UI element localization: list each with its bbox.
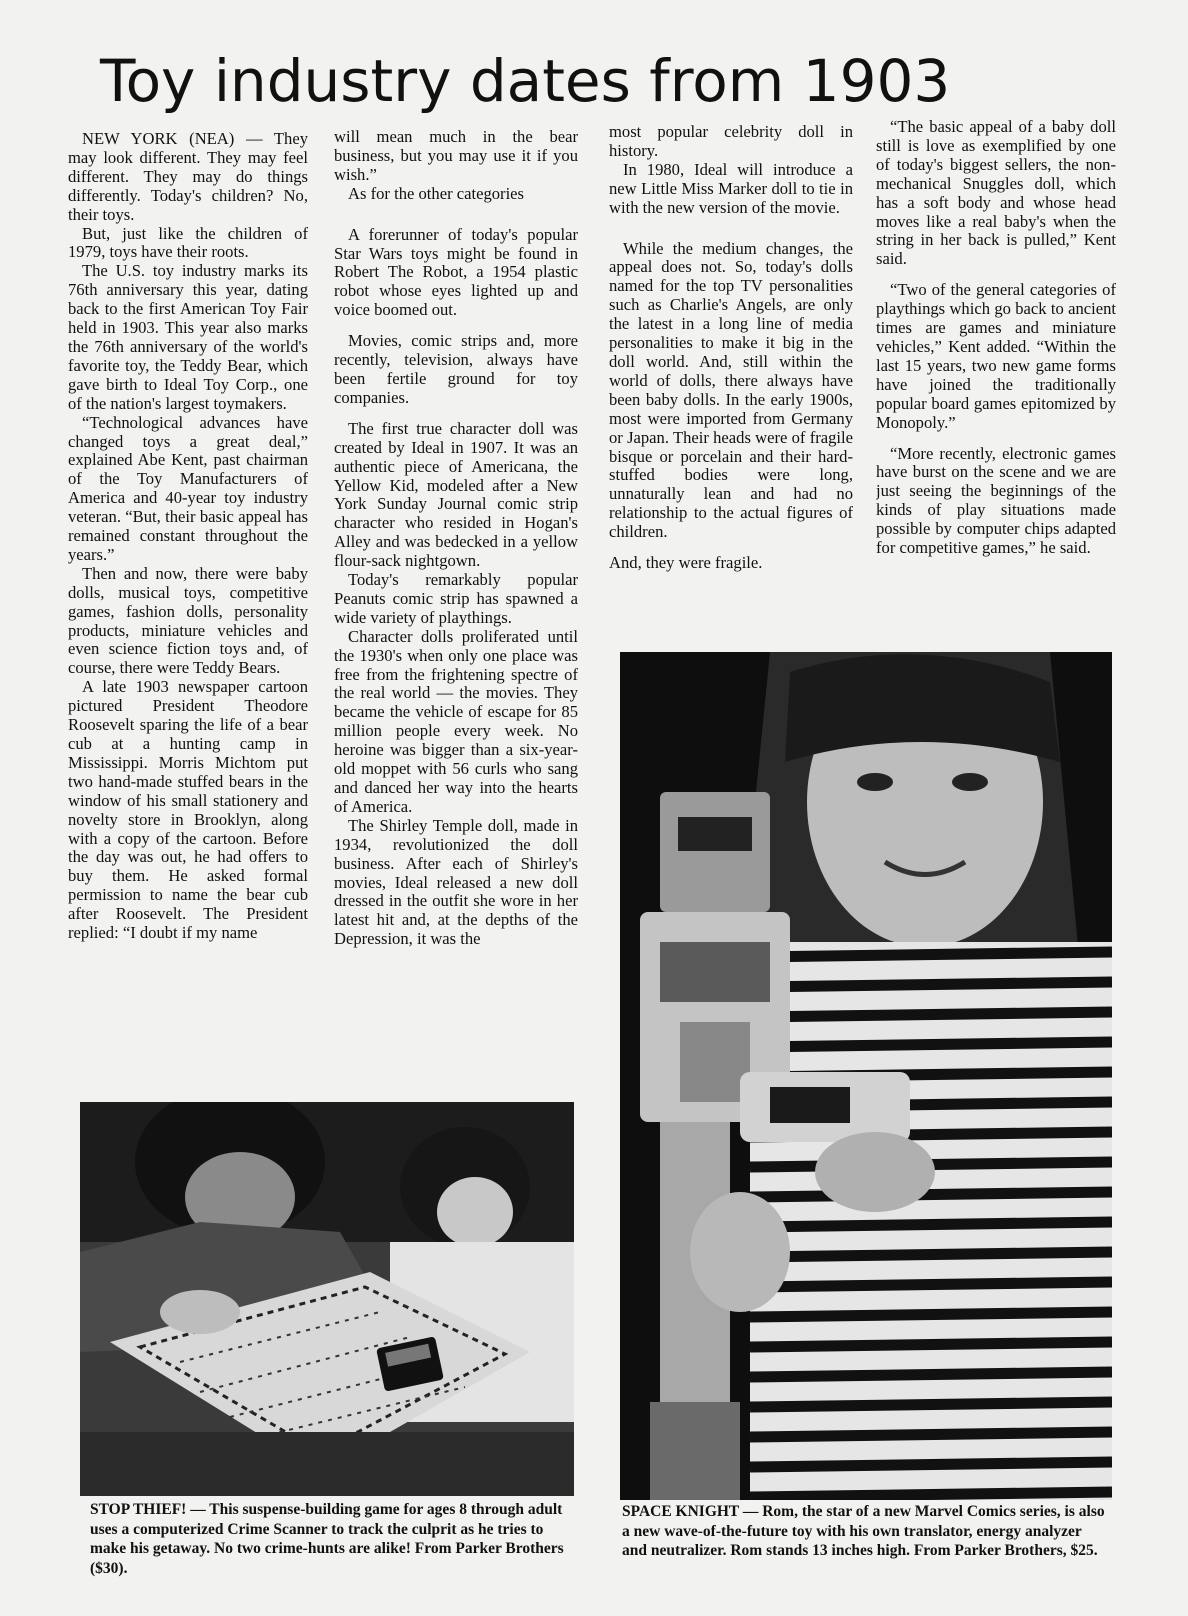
striped-shirt xyxy=(750,942,1112,1500)
photo-space-knight-image xyxy=(620,652,1112,1500)
photo-stop-thief-image xyxy=(80,1102,574,1496)
paragraph: Today's remarkably popular Peanuts comic strip has spawned a wide variety of playthings. xyxy=(334,570,578,627)
paragraph: And, they were fragile. xyxy=(609,553,763,573)
paragraph: While the medium changes, the appeal does not. So, today's dolls named for the top TV personalities such as Charlie's Angels, are only the latest in a long line of media personalities to make it big in the doll world. And, still within the world of dolls, there always have been baby dolls. In the early 1900s, most were imported from Germany or Japan. Their heads were of fragile bisque or porcelain and their hard-stuffed bodies were long, unnaturally lean and had no relationship to the actual figures of children. xyxy=(609,238,853,542)
article-column-1 xyxy=(68,130,308,1088)
paragraph: “Technological advances have changed toys a great deal,” explained Abe Kent, past chairman of the Toy Manufacturers of America and 40-year toy industry veteran. “But, their basic appeal has remained constant throughout the years.” xyxy=(68,412,308,564)
article-column-4 xyxy=(876,118,1116,648)
paragraph: Movies, comic strips and, more recently, television, always have been fertile ground for toy companies. xyxy=(334,331,578,407)
paragraph: The U.S. toy industry marks its 76th anniversary this year, dating back to the first American Toy Fair held in 1903. This year also marks the 76th anniversary of the world's favorite toy, the Teddy Bear, which gave birth to Ideal Toy Corp., one of the nation's largest toymakers. xyxy=(68,261,308,413)
paragraph: “The basic appeal of a baby doll still is love as exemplified by one of today's biggest sellers, the non-mechanical Snuggles doll, which has a soft body and whose head moves like a real baby's when the string in her back is pulled,” Kent said. xyxy=(876,118,1116,269)
paragraph: A forerunner of today's popular Star Wars toys might be found in Robert The Robot, a 1954 plastic robot whose eyes lighted up and voice boomed out. xyxy=(334,224,578,320)
paragraph: most popular celebrity doll in history. xyxy=(609,123,853,160)
paragraph: Character dolls proliferated until the 1930's when only one place was free from the frightening spectre of the real world — the movies. They became the vehicle of escape for 85 million people every week. No heroine was bigger than a six-year-old moppet with 56 curls who sang and danced her way into the hearts of America. xyxy=(334,626,578,816)
paragraph: As for the other categories xyxy=(348,183,525,203)
article-column-2 xyxy=(334,128,578,1088)
paragraph: NEW YORK (NEA) — They may look different. They may feel different. They may do things differently. Today's children? No, their toys. xyxy=(68,130,308,224)
paragraph: “More recently, electronic games have burst on the scene and we are just seeing the beginnings of the kinds of play situations made possible by computer chips adapted for competitive games,” he said. xyxy=(876,443,1116,558)
caption-stop-thief: STOP THIEF! — This suspense-building game for ages 8 through adult uses a computerized Crime Scanner to track the culprit as he tries to make his getaway. No two crime-hunts are alike! From Parker Brothers ($30). xyxy=(90,1501,564,1577)
photo-space-knight xyxy=(620,652,1112,1500)
paragraph: “Two of the general categories of playthings which go back to ancient times are games and miniature vehicles,” Kent added. “Within the last 15 years, two new game forms have joined the traditionally popular board games epitomized by Monopoly.” xyxy=(876,280,1116,432)
paragraph: A late 1903 newspaper cartoon pictured President Theodore Roosevelt sparing the life of a bear cub at a hunting camp in Mississippi. Morris Michtom put two hand-made stuffed bears in the window of his small stationery and novelty store in Brooklyn, along with a copy of the cartoon. Before the day was out, he had offers to buy them. He asked formal permission to name the bear cub after Roosevelt. The President replied: “I doubt if my name xyxy=(68,677,308,943)
photo-stop-thief xyxy=(80,1102,574,1496)
paragraph: But, just like the children of 1979, toys have their roots. xyxy=(68,223,308,262)
article-column-3 xyxy=(609,123,853,653)
headline: Toy industry dates from 1903 xyxy=(100,47,951,115)
paragraph: In 1980, Ideal will introduce a new Little Miss Marker doll to tie in with the new version of the movie. xyxy=(609,159,853,217)
paragraph: The Shirley Temple doll, made in 1934, revolutionized the doll business. After each of Shirley's movies, Ideal released a new doll dressed in the outfit she wore in her latest hit and, at the depths of the Depression, it was the xyxy=(334,815,578,949)
paragraph: Then and now, there were baby dolls, musical toys, competitive games, fashion dolls, personality products, miniature vehicles and even science fiction toys and, of course, there were Teddy Bears. xyxy=(68,563,308,678)
caption-space-knight: SPACE KNIGHT — Rom, the star of a new Marvel Comics series, is also a new wave-of-the-future toy with his own translator, energy analyzer and neutralizer. Rom stands 13 inches high. From Parker Brothers, $25. xyxy=(622,1503,1105,1559)
paragraph: will mean much in the bear business, but you may use it if you wish.” xyxy=(334,128,578,184)
paragraph: The first true character doll was created by Ideal in 1907. It was an authentic piece of Americana, the Yellow Kid, modeled after a New York Sunday Journal comic strip character who resided in Hogan's Alley and was bedecked in a yellow flour-sack nightgown. xyxy=(334,418,578,571)
